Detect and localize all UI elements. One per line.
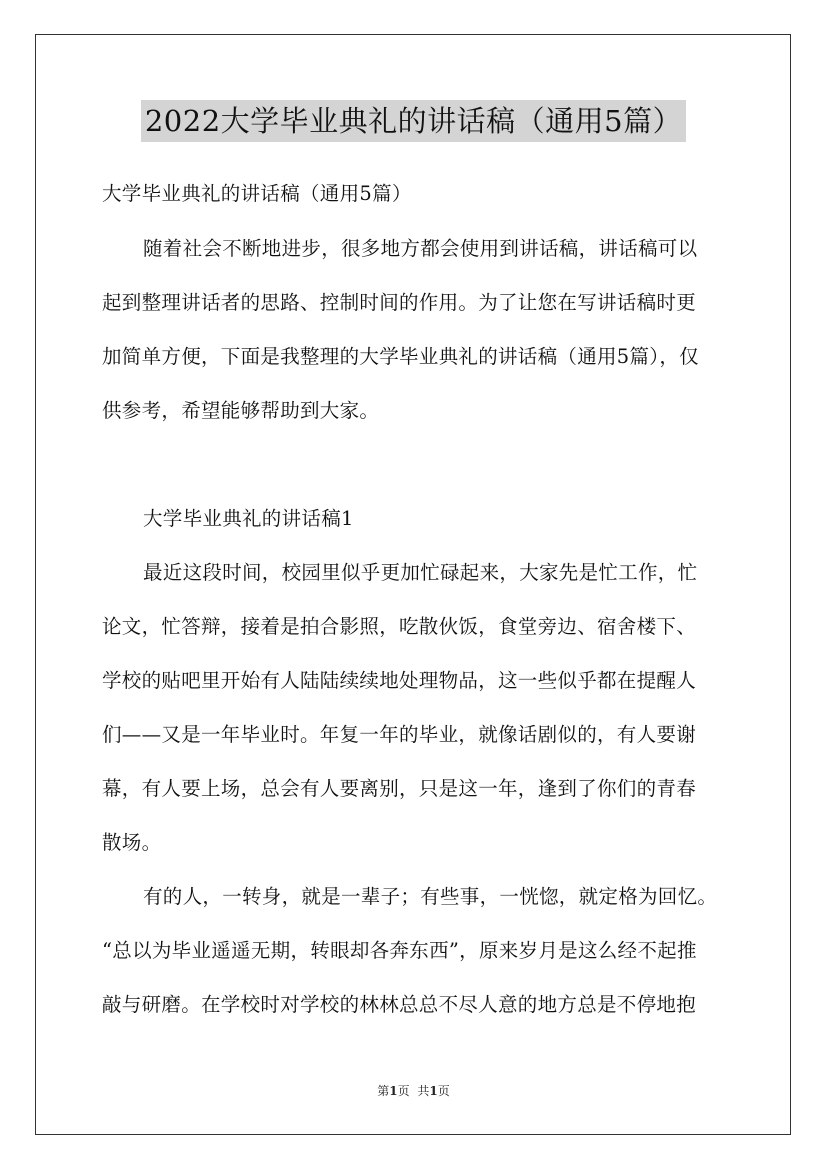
intro-line: 随着社会不断地进步，很多地方都会使用到讲话稿，讲话稿可以 bbox=[143, 237, 698, 260]
page-footer bbox=[0, 1083, 827, 1099]
paragraph-line: 论文，忙答辩，接着是拍合影照，吃散伙饭，食堂旁边、宿舍楼下、 bbox=[102, 615, 697, 638]
footer-page-number: 1 bbox=[389, 1084, 398, 1098]
paragraph-line: 幕，有人要上场，总会有人要离别，只是这一年，逢到了你们的青春 bbox=[102, 777, 697, 800]
footer-total-suffix: 页 bbox=[437, 1084, 450, 1098]
intro-line: 起到整理讲话者的思路、控制时间的作用。为了让您在写讲话稿时更 bbox=[102, 291, 697, 314]
section-heading: 大学毕业典礼的讲话稿1 bbox=[143, 507, 354, 530]
footer-total-prefix: 共 bbox=[417, 1084, 430, 1098]
paragraph-line: 有的人，一转身，就是一辈子；有些事，一恍惚，就定格为回忆。 bbox=[143, 885, 718, 908]
paragraph-line: 散场。 bbox=[102, 831, 162, 854]
paragraph-line: 们——又是一年毕业时。年复一年的毕业，就像话剧似的，有人要谢 bbox=[102, 723, 697, 746]
footer-page-suffix: 页 bbox=[397, 1084, 410, 1098]
footer-total-pages: 1 bbox=[429, 1084, 438, 1098]
document-title: 2022大学毕业典礼的讲话稿（通用5篇） bbox=[141, 100, 686, 142]
intro-line: 供参考，希望能够帮助到大家。 bbox=[102, 399, 380, 422]
paragraph-line: “总以为毕业遥遥无期，转眼却各奔东西”，原来岁月是这么经不起推 bbox=[102, 939, 697, 962]
paragraph-line: 最近这段时间，校园里似乎更加忙碌起来，大家先是忙工作，忙 bbox=[143, 561, 698, 584]
footer-prefix: 第 bbox=[377, 1084, 390, 1098]
title-wrapper bbox=[0, 100, 827, 142]
paragraph-line: 敲与研磨。在学校时对学校的林林总总不尽人意的地方总是不停地抱 bbox=[102, 993, 697, 1016]
paragraph-line: 学校的贴吧里开始有人陆陆续续地处理物品，这一些似乎都在提醒人 bbox=[102, 669, 697, 692]
intro-line: 加简单方便，下面是我整理的大学毕业典礼的讲话稿（通用5篇），仅 bbox=[102, 345, 699, 368]
document-subtitle: 大学毕业典礼的讲话稿（通用5篇） bbox=[102, 182, 412, 205]
